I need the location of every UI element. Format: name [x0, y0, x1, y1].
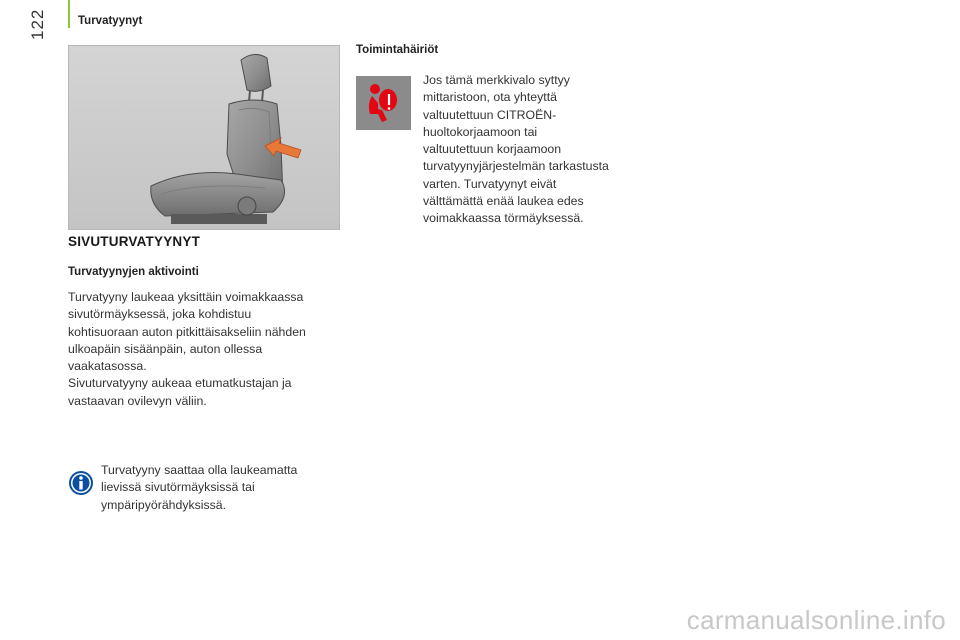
info-icon	[68, 470, 94, 496]
section-header: Turvatyynyt	[78, 15, 143, 27]
text-line: huoltokorjaamoon tai	[423, 124, 538, 139]
activation-title: Turvatyynyjen aktivointi	[68, 266, 199, 278]
text-line: Sivuturvatyyny aukeaa etumatkustajan ja	[68, 376, 292, 391]
text-line: välttämättä enää laukea edes	[423, 194, 584, 209]
text-line: vastaavan ovilevyn väliin.	[68, 393, 207, 408]
text-line: kohtisuoraan auton pitkittäisakseliin nähden	[68, 324, 306, 339]
text-line: valtuutettuun CITROËN-	[423, 107, 557, 122]
text-line: Jos tämä merkkivalo syttyy	[423, 73, 570, 87]
text-line: varten. Turvatyynyt eivät	[423, 176, 557, 191]
activation-text	[68, 289, 353, 410]
text-line: lievissä sivutörmäyksissä tai	[101, 480, 255, 495]
seat-illustration	[68, 45, 340, 230]
text-line: ympäripyörähdyksissä.	[101, 497, 227, 512]
side-airbags-title: SIVUTURVATYYNYT	[68, 234, 201, 249]
text-line: Turvatyyny saattaa olla laukeamatta	[101, 463, 298, 477]
section-accent-bar	[68, 0, 70, 28]
text-line: valtuutettuun korjaamoon	[423, 142, 562, 157]
airbag-warning-icon	[356, 76, 411, 130]
text-line: voimakkaassa törmäyksessä.	[423, 211, 584, 226]
text-line: Turvatyyny laukeaa yksittäin voimakkaassa	[68, 290, 304, 304]
text-line: turvatyynyjärjestelmän tarkastusta	[423, 159, 609, 174]
text-line: mittaristoon, ota yhteyttä	[423, 90, 557, 105]
text-line: ulkoapäin sisäänpäin, auton ollessa	[68, 341, 263, 356]
text-line: vaakatasossa.	[68, 359, 147, 374]
page-number: 122	[28, 8, 47, 40]
malfunctions-text	[423, 72, 643, 228]
info-text	[101, 462, 351, 514]
watermark: carmanualsonline.info	[686, 605, 946, 635]
text-line: sivutörmäyksessä, joka kohdistuu	[68, 307, 252, 322]
malfunctions-title: Toimintahäiriöt	[356, 44, 439, 56]
